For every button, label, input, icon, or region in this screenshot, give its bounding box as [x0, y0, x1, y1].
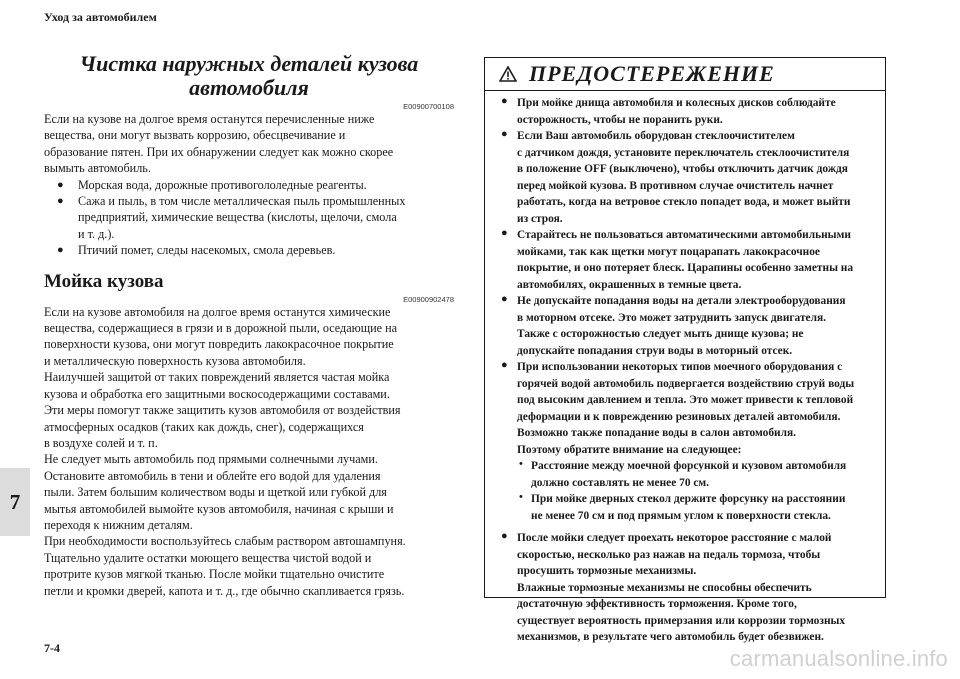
warning-line: Поэтому обратите внимание на следующее:: [517, 443, 742, 456]
warning-line: из строя.: [517, 212, 563, 225]
washing-line: вещества, содержащиеся в грязи и в дорожной пыли, оседающие на: [44, 321, 398, 336]
warning-line: просушить тормозные механизмы.: [517, 565, 697, 577]
warning-line: существует вероятность примерзания или коррозии тормозных: [517, 614, 846, 627]
chapter-tab: 7: [0, 468, 30, 536]
warning-sub-line: не менее 70 см и под прямым углом к поверхности стекла.: [531, 509, 831, 522]
title-line-2: автомобиля: [189, 75, 309, 100]
warning-line: скоростью, несколько раз нажав на педаль тормоза, чтобы: [517, 548, 821, 561]
warning-item: [493, 227, 877, 293]
left-column: [44, 52, 454, 599]
warning-line: Если Ваш автомобиль оборудован стеклоочистителем: [517, 130, 795, 142]
doc-code-2: E00900902478: [403, 294, 454, 304]
washing-line: и металлическую поверхность кузова автомобиля.: [44, 353, 306, 368]
warning-line: деформации и к повреждению резиновых деталей автомобиля.: [517, 410, 841, 423]
washing-line: переходя к нижним деталям.: [44, 517, 193, 532]
warning-line: При мойке днища автомобиля и колесных дисков соблюдайте: [517, 97, 836, 109]
warning-line: Не допускайте попадания воды на детали электрооборудования: [517, 295, 846, 307]
washing-line: Тщательно удалите остатки моющего вещества чистой водой и: [44, 550, 372, 565]
doc-code-1: E00900700108: [403, 102, 454, 111]
sub-bullet-icon: •: [519, 491, 523, 503]
list-item-text: Сажа и пыль, в том числе металлическая пыль промышленных: [78, 194, 406, 209]
warning-line: Старайтесь не пользоваться автоматическими автомобильными: [517, 229, 851, 241]
washing-line: Эти меры помогут также защитить кузов автомобиля от воздействия: [44, 403, 401, 418]
washing-line: кузова и обработка его защитными воскосодержащими составами.: [44, 386, 390, 401]
warning-line: в положение OFF (выключено), чтобы отключить датчик дождя: [517, 163, 848, 175]
warning-item: [493, 128, 877, 227]
warning-line: Влажные тормозные механизмы не способны обеспечить: [517, 581, 812, 594]
washing-line: Наилучшей защитой от таких повреждений является частая мойка: [44, 370, 390, 385]
warning-sub-line: должно составлять не менее 70 см.: [531, 476, 710, 489]
warning-line: осторожность, чтобы не поранить руки.: [517, 113, 723, 126]
washing-line: атмосферных осадков (таких как дождь, снег), содержащихся: [44, 419, 364, 434]
list-item: [52, 242, 454, 258]
bullet-icon: ●: [57, 178, 64, 191]
washing-line: Остановите автомобиль в тени и облейте его водой для удаления: [44, 468, 381, 483]
bullet-icon: ●: [501, 359, 508, 371]
section-title-cleaning: [44, 52, 454, 100]
warning-line: с датчиком дождя, установите переключатель стеклоочистителя: [517, 146, 850, 159]
section-title-washing: Мойка кузова: [44, 270, 164, 292]
warning-line: под высоким давлением и тепла. Это может привести к тепловой: [517, 394, 854, 406]
warning-body: [485, 91, 885, 646]
intro-line: вымыть автомобиль.: [44, 161, 151, 176]
warning-title: ПРЕДОСТЕРЕЖЕНИЕ: [529, 61, 775, 86]
bullet-icon: ●: [501, 128, 508, 140]
list-item: [52, 193, 454, 242]
warning-line: в моторном отсеке. Это может затруднить запуск двигателя.: [517, 311, 827, 324]
list-item: [52, 177, 454, 193]
washing-line: поверхности кузова, они могут повредить лакокрасочное покрытие: [44, 337, 394, 352]
warning-line: покрытие, и оно потеряет блеск. Царапины особенно заметны на: [517, 262, 854, 274]
warning-triangle-icon: [499, 66, 517, 82]
warning-line: Также с осторожностью следует мыть днище кузова; не: [517, 328, 804, 340]
washing-line: петли и кромки дверей, капота и т. д., где обычно скапливается грязь.: [44, 583, 405, 598]
washing-line: мытья автомобилей вымойте кузов автомобиля, начиная с крыши и: [44, 501, 394, 516]
list-item-text: предприятий, химические вещества (кислоты, щелочи, смола: [78, 210, 397, 225]
warning-line: Возможно также попадание воды в салон автомобиля.: [517, 427, 796, 439]
watermark: carmanualsonline.info: [729, 646, 948, 671]
warning-line: автомобилях, окрашенных в темные цвета.: [517, 278, 742, 291]
bullet-icon: ●: [501, 293, 508, 305]
washing-line: При необходимости воспользуйтесь слабым раствором автошампуня.: [44, 534, 406, 549]
warning-line: При использовании некоторых типов моечного оборудования с: [517, 361, 843, 373]
warning-sub-line: Расстояние между моечной форсункой и кузовом автомобиля: [531, 460, 847, 472]
bullet-icon: ●: [57, 244, 64, 257]
warning-sub-list: [517, 458, 877, 524]
warning-header: [485, 58, 885, 91]
list-item: [517, 491, 877, 524]
warning-item: [493, 95, 877, 128]
washing-line: протрите кузов мягкой тканью. После мойки тщательно очистите: [44, 567, 385, 582]
warning-line: работать, когда на ветровое стекло попадет вода, и может выйти: [517, 196, 851, 208]
title-line-1: Чистка наружных деталей кузова: [79, 51, 419, 76]
bullet-icon: ●: [501, 530, 508, 542]
warning-item: [493, 359, 877, 530]
washing-line: в воздухе солей и т. п.: [44, 435, 158, 450]
intro-paragraph: [44, 111, 454, 177]
washing-line: пыли. Затем большим количеством воды и щеткой или губкой для: [44, 485, 387, 500]
warning-sub-line: При мойке дверных стекол держите форсунку на расстоянии: [531, 493, 846, 505]
sub-bullet-icon: •: [519, 458, 523, 470]
warning-item: [493, 530, 877, 646]
warning-line: После мойки следует проехать некоторое расстояние с малой: [517, 532, 832, 544]
warning-line: достаточную эффективность торможения. Кроме того,: [517, 598, 797, 610]
page-number: 7-4: [44, 641, 60, 655]
warning-line: допускайте попадания струи воды в моторный отсек.: [517, 344, 793, 357]
washing-line: Если на кузове автомобиля на долгое время останутся химические: [44, 304, 391, 319]
list-item-text: Птичий помет, следы насекомых, смола деревьев.: [78, 243, 336, 258]
warning-line: мойками, так как щетки могут поцарапать лакокрасочное: [517, 245, 820, 258]
intro-line: образование пятен. При их обнаружении следует как можно скорее: [44, 144, 394, 159]
warning-line: горячей водой автомобиль подвергается воздействию струй воды: [517, 377, 855, 390]
bullet-icon: ●: [501, 227, 508, 239]
contaminants-list: [44, 177, 454, 259]
intro-line: Если на кузове на долгое время останутся перечисленные ниже: [44, 112, 375, 126]
washing-paragraph: [44, 304, 454, 599]
washing-line: Не следует мыть автомобиль под прямыми солнечными лучами.: [44, 452, 378, 467]
list-item-text: и т. д.).: [78, 226, 115, 241]
bullet-icon: ●: [57, 195, 64, 208]
warning-box: [484, 57, 886, 643]
running-head: Уход за автомобилем: [44, 10, 157, 24]
bullet-icon: ●: [501, 95, 508, 107]
warning-line: механизмов, в результате чего автомобиль будет обезвижен.: [517, 631, 824, 643]
list-item-text: Морская вода, дорожные противогололедные реагенты.: [78, 177, 367, 192]
warning-item: [493, 293, 877, 359]
warning-line: перед мойкой кузова. В противном случае очиститель начнет: [517, 179, 834, 192]
list-item: [517, 458, 877, 491]
intro-line: вещества, они могут вызвать коррозию, обесцвечивание и: [44, 128, 346, 143]
